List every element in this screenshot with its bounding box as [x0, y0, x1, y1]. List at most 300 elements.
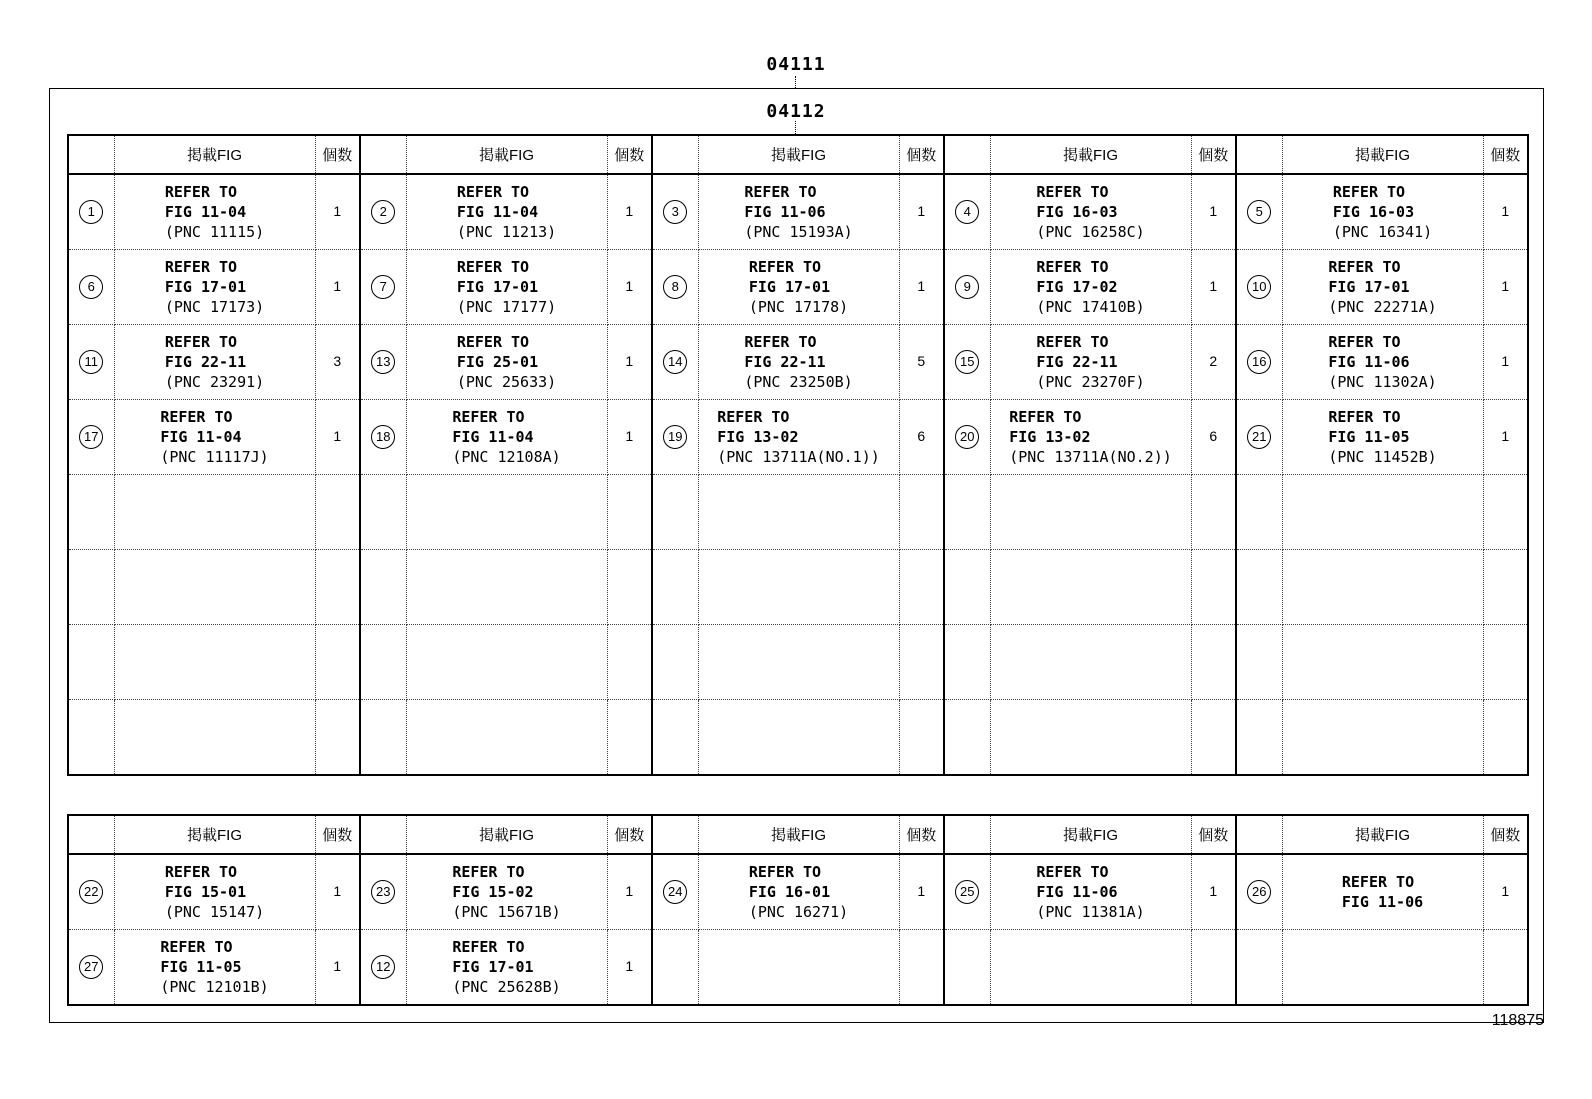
figure-id: 118875: [1491, 1012, 1544, 1029]
ref-qty-cell: [899, 550, 944, 625]
refer-to-text: REFER TO: [1332, 183, 1406, 201]
ref-qty-cell: [315, 854, 360, 930]
ref-number-cell: [944, 250, 990, 325]
ref-fig-cell: [114, 250, 315, 325]
callout-number: 8: [663, 275, 687, 299]
ref-qty-cell: [607, 550, 652, 625]
callout-number: 2: [371, 200, 395, 224]
ref-number-cell: [652, 325, 698, 400]
fig-reference: [457, 257, 556, 317]
ref-fig-cell: [990, 854, 1191, 930]
ref-fig-cell: [698, 400, 899, 475]
fig-reference: [1036, 182, 1144, 242]
ref-fig-cell: [406, 625, 607, 700]
header-fig-label: 掲載FIG: [990, 135, 1191, 174]
ref-number-cell: [652, 475, 698, 550]
fig-reference: [1036, 332, 1144, 392]
fig-number: FIG 11-05: [160, 958, 242, 976]
fig-number: FIG 11-06: [1328, 353, 1410, 371]
ref-qty-cell: [315, 325, 360, 400]
ref-qty-cell: [899, 250, 944, 325]
ref-qty-cell: [607, 700, 652, 776]
ref-qty-cell: [1483, 625, 1528, 700]
ref-fig-cell: [990, 550, 1191, 625]
callout-number: 22: [79, 880, 103, 904]
refer-to-text: REFER TO: [456, 333, 530, 351]
header-num-cell: [360, 815, 406, 854]
ref-fig-cell: [114, 174, 315, 250]
ref-qty-cell: [315, 700, 360, 776]
header-fig-label: 掲載FIG: [114, 135, 315, 174]
ref-number-cell: [1236, 854, 1282, 930]
refer-to-text: REFER TO: [1341, 873, 1415, 891]
pnc-code: (PNC 11117J): [160, 448, 269, 466]
table-row: [68, 250, 1528, 325]
fig-reference: [160, 937, 268, 997]
refer-to-text: REFER TO: [1036, 863, 1109, 881]
header-fig-label: 掲載FIG: [114, 815, 315, 854]
ref-qty-cell: [315, 550, 360, 625]
refer-to-text: REFER TO: [160, 938, 233, 956]
ref-qty-cell: [315, 174, 360, 250]
pnc-code: (PNC 23291): [164, 373, 265, 391]
refer-to-text: REFER TO: [1009, 408, 1082, 426]
ref-fig-cell: [1282, 400, 1483, 475]
fig-reference: [452, 937, 560, 997]
ref-qty-cell: [607, 854, 652, 930]
table-header-row: [68, 135, 1528, 174]
ref-fig-cell: [1282, 930, 1483, 1006]
ref-number-cell: [652, 930, 698, 1006]
fig-number: FIG 11-05: [1328, 428, 1410, 446]
fig-number: FIG 11-06: [1036, 883, 1118, 901]
header-num-cell: [652, 815, 698, 854]
ref-number-cell: [944, 400, 990, 475]
pnc-code: (PNC 23270F): [1036, 373, 1145, 391]
ref-qty-cell: [1191, 854, 1236, 930]
header-qty-label: 個数: [1483, 815, 1528, 854]
header-num-cell: [944, 135, 990, 174]
ref-fig-cell: [990, 475, 1191, 550]
header-qty-label: 個数: [607, 815, 652, 854]
ref-number-cell: [68, 854, 114, 930]
ref-qty-cell: [315, 400, 360, 475]
fig-reference: [1328, 332, 1436, 392]
callout-number: 17: [79, 425, 103, 449]
header-fig-label: 掲載FIG: [990, 815, 1191, 854]
ref-fig-cell: [406, 174, 607, 250]
ref-number-cell: [944, 930, 990, 1006]
quantity: 1: [625, 203, 634, 219]
quantity: 1: [625, 278, 634, 294]
ref-fig-cell: [990, 400, 1191, 475]
callout-number: 10: [1247, 275, 1271, 299]
pnc-code: (PNC 13711A(NO.1)): [717, 448, 880, 466]
ref-number-cell: [1236, 174, 1282, 250]
ref-qty-cell: [315, 475, 360, 550]
ref-fig-cell: [990, 325, 1191, 400]
refer-to-text: REFER TO: [1328, 258, 1401, 276]
quantity: 1: [333, 958, 342, 974]
fig-number: FIG 17-01: [452, 958, 534, 976]
ref-number-cell: [68, 174, 114, 250]
pnc-code: (PNC 11452B): [1328, 448, 1437, 466]
fig-reference: [749, 862, 848, 922]
header-qty-label: 個数: [607, 135, 652, 174]
fig-reference: [452, 407, 560, 467]
callout-number: 3: [663, 200, 687, 224]
reference-table-bottom: [67, 814, 1529, 1006]
pnc-code: (PNC 16258C): [1036, 223, 1145, 241]
ref-number-cell: [944, 475, 990, 550]
header-num-cell: [68, 135, 114, 174]
ref-fig-cell: [406, 550, 607, 625]
callout-number: 21: [1247, 425, 1271, 449]
ref-number-cell: [944, 625, 990, 700]
refer-to-text: REFER TO: [456, 183, 530, 201]
callout-number: 18: [371, 425, 395, 449]
fig-reference: [717, 407, 880, 467]
header-fig-label: 掲載FIG: [698, 815, 899, 854]
ref-number-cell: [360, 250, 406, 325]
ref-number-cell: [1236, 625, 1282, 700]
fig-number: FIG 16-03: [1332, 203, 1415, 221]
ref-number-cell: [68, 400, 114, 475]
fig-reference: [1333, 182, 1432, 242]
quantity: 1: [917, 883, 926, 899]
ref-fig-cell: [698, 325, 899, 400]
ref-number-cell: [360, 854, 406, 930]
ref-fig-cell: [990, 174, 1191, 250]
ref-fig-cell: [1282, 325, 1483, 400]
ref-qty-cell: [1483, 700, 1528, 776]
header-num-cell: [68, 815, 114, 854]
header-fig-label: 掲載FIG: [698, 135, 899, 174]
fig-number: FIG 17-01: [1328, 278, 1410, 296]
ref-qty-cell: [899, 325, 944, 400]
quantity: 1: [333, 203, 342, 219]
ref-fig-cell: [114, 325, 315, 400]
pnc-code: (PNC 15671B): [452, 903, 561, 921]
quantity: 1: [1501, 278, 1510, 294]
ref-qty-cell: [1191, 174, 1236, 250]
ref-fig-cell: [698, 174, 899, 250]
quantity: 1: [1501, 203, 1510, 219]
fig-number: FIG 11-06: [1341, 893, 1424, 911]
ref-qty-cell: [1191, 625, 1236, 700]
fig-reference: [165, 257, 264, 317]
pnc-code: (PNC 11115): [164, 223, 265, 241]
ref-fig-cell: [1282, 250, 1483, 325]
ref-fig-cell: [990, 625, 1191, 700]
callout-number: 13: [371, 350, 395, 374]
callout-number: 24: [663, 880, 687, 904]
ref-fig-cell: [406, 475, 607, 550]
fig-number: FIG 11-04: [456, 203, 539, 221]
ref-number-cell: [68, 250, 114, 325]
pnc-code: (PNC 15193A): [744, 223, 853, 241]
ref-fig-cell: [1282, 700, 1483, 776]
assembly-code-outer: 04111: [766, 54, 826, 75]
ref-qty-cell: [607, 400, 652, 475]
pnc-code: (PNC 25628B): [452, 978, 561, 996]
pnc-code: (PNC 12108A): [452, 448, 561, 466]
ref-qty-cell: [1483, 325, 1528, 400]
quantity: 1: [625, 958, 634, 974]
fig-number: FIG 13-02: [717, 428, 799, 446]
fig-number: FIG 15-02: [452, 883, 534, 901]
ref-qty-cell: [607, 475, 652, 550]
pnc-code: (PNC 13711A(NO.2)): [1009, 448, 1172, 466]
table-row: [68, 550, 1528, 625]
quantity: 1: [1209, 203, 1218, 219]
ref-qty-cell: [899, 174, 944, 250]
ref-number-cell: [652, 174, 698, 250]
ref-qty-cell: [315, 625, 360, 700]
fig-number: FIG 13-02: [1009, 428, 1091, 446]
header-qty-label: 個数: [315, 135, 360, 174]
ref-number-cell: [360, 700, 406, 776]
ref-qty-cell: [899, 930, 944, 1006]
refer-to-text: REFER TO: [160, 408, 233, 426]
pnc-code: (PNC 16271): [748, 903, 849, 921]
refer-to-text: REFER TO: [456, 258, 530, 276]
ref-number-cell: [360, 174, 406, 250]
quantity: 1: [333, 278, 342, 294]
refer-to-text: REFER TO: [164, 258, 238, 276]
refer-to-text: REFER TO: [748, 863, 822, 881]
ref-number-cell: [68, 475, 114, 550]
callout-number: 14: [663, 350, 687, 374]
refer-to-text: REFER TO: [744, 183, 817, 201]
pnc-code: (PNC 17410B): [1036, 298, 1145, 316]
quantity: 5: [917, 353, 926, 369]
ref-qty-cell: [899, 400, 944, 475]
ref-qty-cell: [899, 854, 944, 930]
reference-table-top: [67, 134, 1529, 776]
ref-number-cell: [360, 550, 406, 625]
pnc-code: (PNC 17177): [456, 298, 557, 316]
callout-number: 25: [955, 880, 979, 904]
quantity: 2: [1209, 353, 1218, 369]
fig-number: FIG 16-01: [748, 883, 831, 901]
header-qty-label: 個数: [1483, 135, 1528, 174]
ref-number-cell: [1236, 930, 1282, 1006]
ref-number-cell: [1236, 475, 1282, 550]
quantity: 1: [625, 883, 634, 899]
ref-fig-cell: [990, 700, 1191, 776]
ref-number-cell: [68, 625, 114, 700]
ref-fig-cell: [406, 930, 607, 1006]
ref-number-cell: [944, 174, 990, 250]
ref-fig-cell: [114, 475, 315, 550]
pnc-code: (PNC 25633): [456, 373, 557, 391]
header-num-cell: [1236, 815, 1282, 854]
ref-qty-cell: [1191, 700, 1236, 776]
callout-number: 9: [955, 275, 979, 299]
ref-fig-cell: [1282, 174, 1483, 250]
ref-fig-cell: [114, 854, 315, 930]
ref-qty-cell: [607, 625, 652, 700]
callout-number: 16: [1247, 350, 1271, 374]
quantity: 1: [1209, 278, 1218, 294]
ref-number-cell: [1236, 400, 1282, 475]
quantity: 1: [1209, 883, 1218, 899]
ref-qty-cell: [607, 250, 652, 325]
ref-qty-cell: [607, 325, 652, 400]
pnc-code: (PNC 11213): [456, 223, 557, 241]
quantity: 1: [625, 353, 634, 369]
ref-qty-cell: [607, 174, 652, 250]
fig-reference: [1328, 407, 1436, 467]
quantity: 6: [917, 428, 926, 444]
quantity: 1: [333, 883, 342, 899]
header-fig-label: 掲載FIG: [1282, 135, 1483, 174]
callout-number: 5: [1247, 200, 1271, 224]
quantity: 1: [333, 428, 342, 444]
ref-qty-cell: [899, 475, 944, 550]
header-num-cell: [944, 815, 990, 854]
ref-qty-cell: [1191, 400, 1236, 475]
ref-qty-cell: [1191, 325, 1236, 400]
fig-reference: [457, 332, 556, 392]
ref-fig-cell: [1282, 625, 1483, 700]
ref-fig-cell: [698, 930, 899, 1006]
ref-number-cell: [360, 625, 406, 700]
ref-number-cell: [652, 400, 698, 475]
refer-to-text: REFER TO: [452, 938, 525, 956]
ref-qty-cell: [315, 930, 360, 1006]
ref-number-cell: [652, 700, 698, 776]
fig-number: FIG 17-02: [1036, 278, 1118, 296]
ref-number-cell: [68, 700, 114, 776]
header-num-cell: [1236, 135, 1282, 174]
callout-number: 7: [371, 275, 395, 299]
fig-reference: [1342, 872, 1423, 912]
pnc-code: (PNC 23250B): [744, 373, 853, 391]
callout-number: 27: [79, 955, 103, 979]
callout-number: 23: [371, 880, 395, 904]
fig-number: FIG 17-01: [164, 278, 247, 296]
table-row: [68, 625, 1528, 700]
ref-number-cell: [652, 250, 698, 325]
pnc-code: (PNC 22271A): [1328, 298, 1437, 316]
ref-fig-cell: [698, 250, 899, 325]
table-row: [68, 400, 1528, 475]
header-qty-label: 個数: [899, 815, 944, 854]
pnc-code: (PNC 11381A): [1036, 903, 1145, 921]
quantity: 6: [1209, 428, 1218, 444]
fig-number: FIG 11-06: [744, 203, 826, 221]
ref-qty-cell: [1483, 475, 1528, 550]
fig-reference: [1036, 257, 1144, 317]
fig-number: FIG 17-01: [456, 278, 539, 296]
callout-number: 11: [79, 350, 103, 374]
ref-number-cell: [652, 854, 698, 930]
ref-fig-cell: [114, 930, 315, 1006]
quantity: 1: [1501, 883, 1510, 899]
quantity: 1: [917, 203, 926, 219]
quantity: 1: [625, 428, 634, 444]
ref-qty-cell: [607, 930, 652, 1006]
fig-number: FIG 22-11: [164, 353, 247, 371]
fig-number: FIG 11-04: [164, 203, 247, 221]
ref-fig-cell: [698, 700, 899, 776]
ref-fig-cell: [406, 325, 607, 400]
ref-number-cell: [68, 930, 114, 1006]
ref-fig-cell: [698, 550, 899, 625]
fig-reference: [160, 407, 268, 467]
refer-to-text: REFER TO: [1036, 183, 1109, 201]
ref-fig-cell: [406, 700, 607, 776]
ref-qty-cell: [1483, 854, 1528, 930]
ref-fig-cell: [114, 400, 315, 475]
refer-to-text: REFER TO: [748, 258, 822, 276]
ref-number-cell: [1236, 700, 1282, 776]
callout-number: 4: [955, 200, 979, 224]
ref-fig-cell: [698, 475, 899, 550]
ref-number-cell: [1236, 550, 1282, 625]
fig-reference: [744, 332, 852, 392]
quantity: 1: [1501, 353, 1510, 369]
table-row: [68, 700, 1528, 776]
pnc-code: (PNC 15147): [164, 903, 265, 921]
ref-fig-cell: [114, 550, 315, 625]
pnc-code: (PNC 17178): [748, 298, 849, 316]
ref-number-cell: [360, 400, 406, 475]
assembly-code-inner: 04112: [766, 101, 826, 122]
fig-reference: [165, 332, 264, 392]
ref-number-cell: [652, 550, 698, 625]
ref-fig-cell: [698, 854, 899, 930]
ref-qty-cell: [1191, 250, 1236, 325]
ref-qty-cell: [1483, 930, 1528, 1006]
callout-number: 6: [79, 275, 103, 299]
refer-to-text: REFER TO: [1328, 333, 1401, 351]
fig-reference: [457, 182, 556, 242]
fig-number: FIG 11-04: [160, 428, 242, 446]
refer-to-text: REFER TO: [164, 863, 238, 881]
quantity: 1: [1501, 428, 1510, 444]
fig-number: FIG 16-03: [1036, 203, 1118, 221]
header-num-cell: [652, 135, 698, 174]
refer-to-text: REFER TO: [452, 408, 525, 426]
fig-number: FIG 15-01: [164, 883, 247, 901]
fig-number: FIG 22-11: [744, 353, 826, 371]
table-row: [68, 475, 1528, 550]
leader-line: [795, 76, 796, 88]
fig-number: FIG 22-11: [1036, 353, 1118, 371]
ref-number-cell: [1236, 250, 1282, 325]
leader-line: [795, 121, 796, 134]
refer-to-text: REFER TO: [1036, 258, 1109, 276]
fig-reference: [749, 257, 848, 317]
refer-to-text: REFER TO: [1036, 333, 1109, 351]
ref-qty-cell: [1483, 250, 1528, 325]
ref-qty-cell: [1191, 475, 1236, 550]
header-fig-label: 掲載FIG: [1282, 815, 1483, 854]
ref-qty-cell: [1483, 400, 1528, 475]
ref-qty-cell: [1483, 174, 1528, 250]
fig-number: FIG 25-01: [456, 353, 539, 371]
header-num-cell: [360, 135, 406, 174]
fig-reference: [1036, 862, 1144, 922]
fig-reference: [1009, 407, 1172, 467]
ref-qty-cell: [1191, 930, 1236, 1006]
callout-number: 19: [663, 425, 687, 449]
callout-number: 20: [955, 425, 979, 449]
header-qty-label: 個数: [899, 135, 944, 174]
